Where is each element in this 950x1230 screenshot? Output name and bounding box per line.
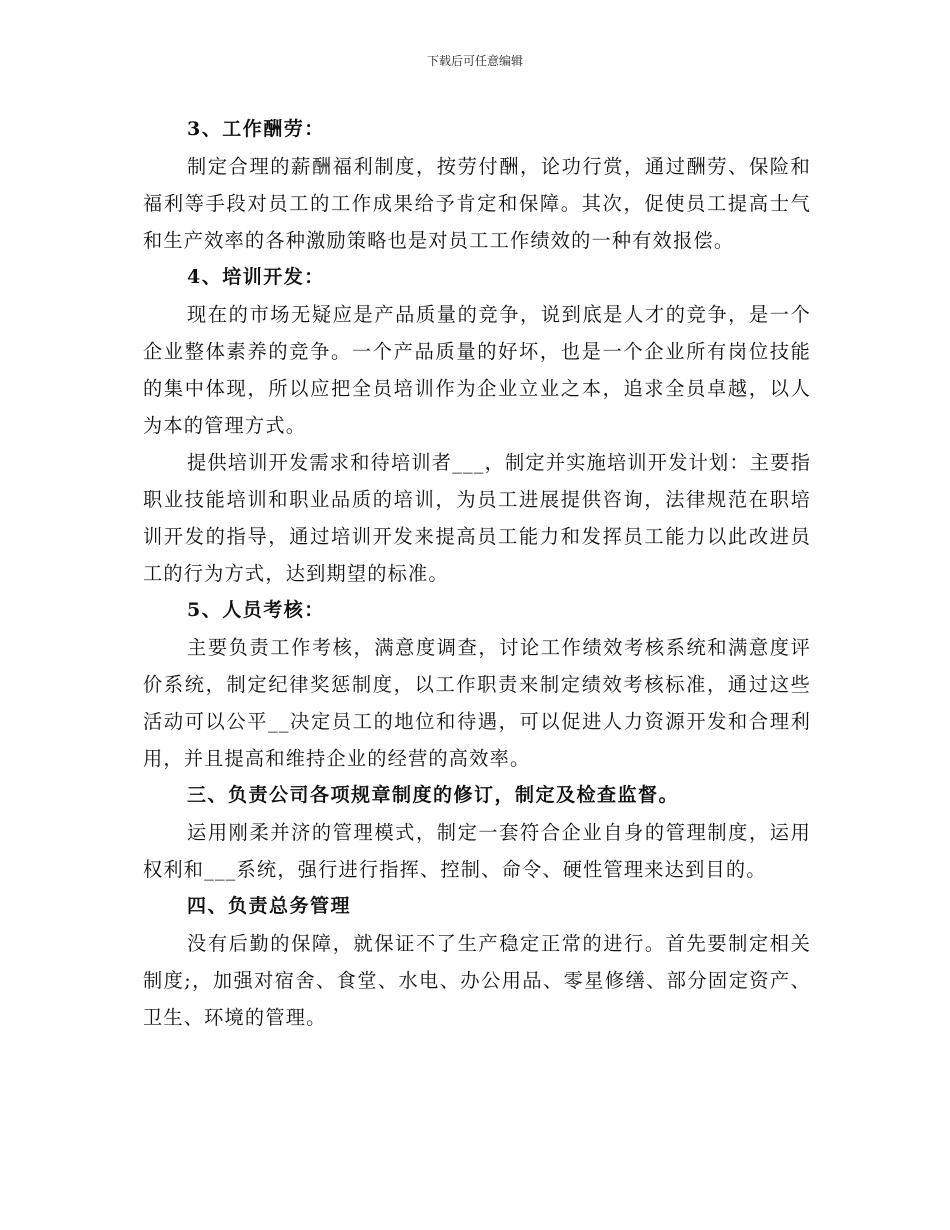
section-heading-assessment: 5、人员考核：: [187, 599, 325, 621]
paragraph-general-affairs: 没有后勤的保障，就保证不了生产稳定正常的进行。首先要制定相关制度;，加强对宿舍、食堂、水电、办公用品、零星修缮、部分固定资产、卫生、环境的管理。: [143, 932, 811, 1029]
paragraph-training-intro: 现在的市场无疑应是产品质量的竞争，说到底是人才的竞争，是一个企业整体素养的竞争。一个产品质量的好坏，也是一个企业所有岗位技能的集中体现，所以应把全员培训作为企业立业之本，追求全员卓越，以人为本的管理方式。: [143, 303, 811, 437]
paragraph-regulations: 运用刚柔并济的管理模式，制定一套符合企业自身的管理制度，运用权利和___系统，强行进行指挥、控制、命令、硬性管理来达到目的。: [143, 821, 811, 881]
document-body: [143, 111, 811, 1036]
section-heading-compensation: 3、工作酬劳：: [187, 118, 325, 140]
paragraph-assessment: 主要负责工作考核，满意度调查，讨论工作绩效考核系统和满意度评价系统，制定纪律奖惩制度，以工作职责来制定绩效考核标准，通过这些活动可以公平__决定员工的地位和待遇，可以促进人力资源开发和合理利用，并且提高和维持企业的经营的高效率。: [143, 636, 811, 770]
section-heading-general-affairs: 四、负责总务管理: [187, 895, 352, 917]
page-header: 下载后可任意编辑: [426, 54, 523, 68]
section-heading-training: 4、培训开发：: [187, 266, 325, 288]
paragraph-compensation: 制定合理的薪酬福利制度，按劳付酬，论功行赏，通过酬劳、保险和福利等手段对员工的工作成果给予肯定和保障。其次，促使员工提高士气和生产效率的各种激励策略也是对员工工作绩效的一种有效报偿。: [143, 155, 811, 252]
paragraph-training-plan: 提供培训开发需求和待培训者___，制定并实施培训开发计划：主要指职业技能培训和职业品质的培训，为员工进展提供咨询，法律规范在职培训开发的指导，通过培训开发来提高员工能力和发挥员工能力以此改进员工的行为方式，达到期望的标准。: [143, 451, 811, 585]
section-heading-regulations: 三、负责公司各项规章制度的修订，制定及检查监督。: [187, 784, 680, 806]
